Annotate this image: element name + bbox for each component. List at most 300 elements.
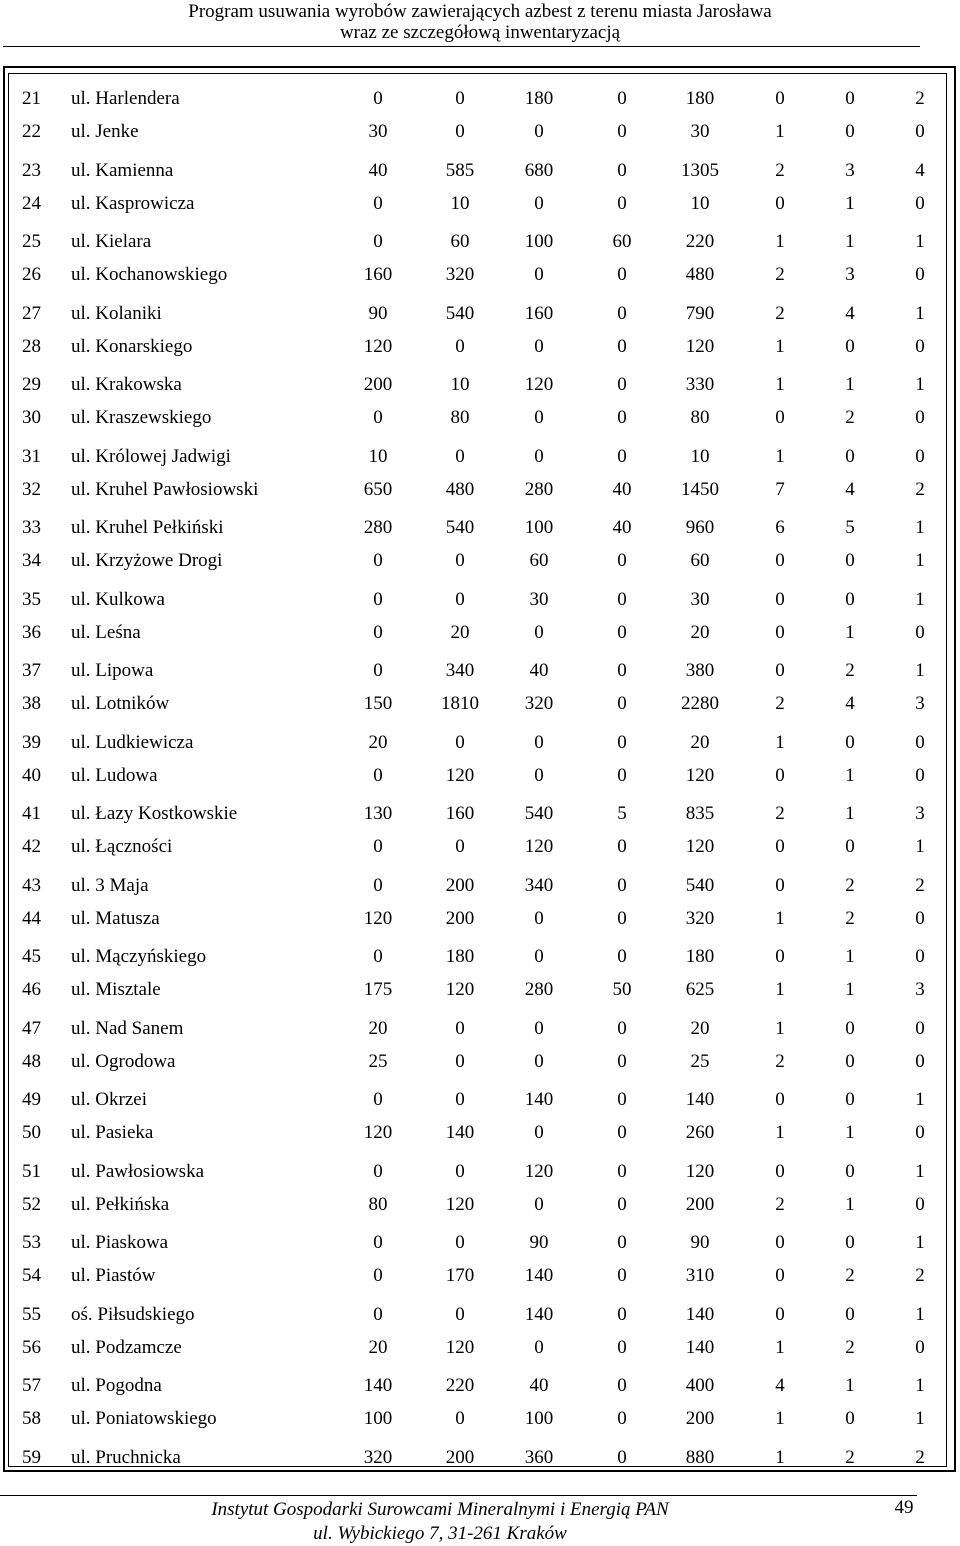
value-cell-2: 10 <box>450 374 470 395</box>
value-cell-5: 180 <box>685 88 715 109</box>
value-cell-4: 0 <box>617 336 627 357</box>
table-row <box>0 263 960 287</box>
street-name: ul. Kielara <box>71 231 152 252</box>
street-name: ul. Krakowska <box>71 374 182 395</box>
value-cell-3: 0 <box>534 446 544 467</box>
street-name: ul. Piaskowa <box>71 1232 169 1253</box>
value-cell-8: 0 <box>915 336 925 357</box>
value-cell-6: 0 <box>775 946 785 967</box>
table-row <box>0 373 960 397</box>
value-cell-4: 0 <box>617 550 627 571</box>
value-cell-8: 0 <box>915 446 925 467</box>
value-cell-7: 0 <box>845 88 855 109</box>
value-cell-7: 0 <box>845 732 855 753</box>
value-cell-7: 0 <box>845 446 855 467</box>
value-cell-4: 0 <box>617 1122 627 1143</box>
value-cell-3: 0 <box>534 765 544 786</box>
row-number: 59 <box>22 1447 41 1468</box>
row-number: 22 <box>22 121 41 142</box>
value-cell-5: 20 <box>690 622 710 643</box>
table-row <box>0 1446 960 1470</box>
table-row <box>0 1264 960 1288</box>
value-cell-6: 0 <box>775 660 785 681</box>
value-cell-6: 2 <box>775 264 785 285</box>
value-cell-7: 2 <box>845 1447 855 1468</box>
value-cell-3: 0 <box>534 264 544 285</box>
value-cell-6: 2 <box>775 1194 785 1215</box>
value-cell-8: 1 <box>915 1161 925 1182</box>
value-cell-6: 2 <box>775 160 785 181</box>
value-cell-4: 0 <box>617 589 627 610</box>
value-cell-5: 120 <box>685 836 715 857</box>
value-cell-4: 60 <box>612 231 632 252</box>
value-cell-3: 0 <box>534 1018 544 1039</box>
value-cell-2: 0 <box>455 1408 465 1429</box>
value-cell-8: 0 <box>915 121 925 142</box>
value-cell-3: 0 <box>534 908 544 929</box>
value-cell-8: 1 <box>915 1232 925 1253</box>
value-cell-7: 2 <box>845 660 855 681</box>
value-cell-1: 0 <box>373 875 383 896</box>
value-cell-3: 0 <box>534 1194 544 1215</box>
value-cell-7: 3 <box>845 264 855 285</box>
row-number: 24 <box>22 193 41 214</box>
value-cell-6: 0 <box>775 1161 785 1182</box>
value-cell-3: 60 <box>529 550 549 571</box>
value-cell-3: 360 <box>524 1447 554 1468</box>
row-number: 27 <box>22 303 41 324</box>
value-cell-4: 0 <box>617 1194 627 1215</box>
value-cell-7: 1 <box>845 1194 855 1215</box>
row-number: 35 <box>22 589 41 610</box>
value-cell-7: 0 <box>845 1089 855 1110</box>
value-cell-5: 25 <box>690 1051 710 1072</box>
table-row <box>0 588 960 612</box>
value-cell-2: 0 <box>455 836 465 857</box>
street-name: ul. Kruhel Pełkiński <box>71 517 224 538</box>
value-cell-3: 120 <box>524 1161 554 1182</box>
value-cell-2: 0 <box>455 589 465 610</box>
value-cell-1: 280 <box>363 517 393 538</box>
table-row <box>0 731 960 755</box>
value-cell-2: 120 <box>445 1337 475 1358</box>
value-cell-8: 1 <box>915 660 925 681</box>
value-cell-3: 90 <box>529 1232 549 1253</box>
table-row <box>0 1160 960 1184</box>
value-cell-4: 0 <box>617 908 627 929</box>
value-cell-6: 1 <box>775 1447 785 1468</box>
footer-address: ul. Wybickiego 7, 31-261 Kraków <box>313 1523 567 1544</box>
row-number: 58 <box>22 1408 41 1429</box>
street-name: ul. Mączyńskiego <box>71 946 207 967</box>
value-cell-4: 0 <box>617 622 627 643</box>
value-cell-6: 1 <box>775 1122 785 1143</box>
value-cell-8: 2 <box>915 1265 925 1286</box>
street-name: ul. Kochanowskiego <box>71 264 228 285</box>
value-cell-1: 0 <box>373 88 383 109</box>
value-cell-4: 0 <box>617 1408 627 1429</box>
value-cell-2: 0 <box>455 732 465 753</box>
street-name: ul. Konarskiego <box>71 336 193 357</box>
value-cell-3: 0 <box>534 1051 544 1072</box>
street-name: ul. Pruchnicka <box>71 1447 181 1468</box>
value-cell-7: 0 <box>845 121 855 142</box>
street-name: ul. Podzamcze <box>71 1337 182 1358</box>
value-cell-5: 200 <box>685 1408 715 1429</box>
value-cell-8: 3 <box>915 803 925 824</box>
value-cell-2: 10 <box>450 193 470 214</box>
table-row <box>0 835 960 859</box>
value-cell-4: 0 <box>617 374 627 395</box>
value-cell-1: 120 <box>363 336 393 357</box>
value-cell-2: 120 <box>445 765 475 786</box>
value-cell-5: 120 <box>685 765 715 786</box>
value-cell-4: 0 <box>617 1447 627 1468</box>
value-cell-1: 90 <box>368 303 388 324</box>
value-cell-6: 2 <box>775 693 785 714</box>
value-cell-4: 0 <box>617 264 627 285</box>
street-name: ul. Krzyżowe Drogi <box>71 550 223 571</box>
value-cell-3: 140 <box>524 1304 554 1325</box>
value-cell-4: 0 <box>617 160 627 181</box>
value-cell-7: 5 <box>845 517 855 538</box>
table-row <box>0 1407 960 1431</box>
value-cell-3: 40 <box>529 1375 549 1396</box>
value-cell-1: 0 <box>373 1232 383 1253</box>
value-cell-6: 1 <box>775 336 785 357</box>
value-cell-5: 60 <box>690 550 710 571</box>
row-number: 38 <box>22 693 41 714</box>
footer-divider <box>0 1495 917 1496</box>
value-cell-3: 0 <box>534 1122 544 1143</box>
row-number: 50 <box>22 1122 41 1143</box>
value-cell-4: 0 <box>617 1265 627 1286</box>
value-cell-6: 0 <box>775 765 785 786</box>
value-cell-7: 0 <box>845 550 855 571</box>
value-cell-5: 200 <box>685 1194 715 1215</box>
value-cell-4: 0 <box>617 836 627 857</box>
value-cell-2: 1810 <box>441 693 479 714</box>
value-cell-6: 0 <box>775 550 785 571</box>
value-cell-8: 2 <box>915 88 925 109</box>
street-name: ul. Kraszewskiego <box>71 407 212 428</box>
value-cell-7: 1 <box>845 765 855 786</box>
row-number: 45 <box>22 946 41 967</box>
row-number: 29 <box>22 374 41 395</box>
value-cell-6: 2 <box>775 303 785 324</box>
value-cell-2: 540 <box>445 303 475 324</box>
value-cell-7: 2 <box>845 407 855 428</box>
value-cell-1: 0 <box>373 1161 383 1182</box>
row-number: 48 <box>22 1051 41 1072</box>
value-cell-2: 585 <box>445 160 475 181</box>
value-cell-4: 0 <box>617 88 627 109</box>
row-number: 37 <box>22 660 41 681</box>
value-cell-3: 100 <box>524 1408 554 1429</box>
value-cell-5: 140 <box>685 1337 715 1358</box>
value-cell-6: 1 <box>775 908 785 929</box>
value-cell-7: 4 <box>845 303 855 324</box>
value-cell-4: 0 <box>617 1232 627 1253</box>
value-cell-6: 2 <box>775 1051 785 1072</box>
street-name: ul. Nad Sanem <box>71 1018 184 1039</box>
value-cell-1: 0 <box>373 765 383 786</box>
row-number: 31 <box>22 446 41 467</box>
street-name: ul. Jenke <box>71 121 139 142</box>
value-cell-4: 0 <box>617 1337 627 1358</box>
street-name: ul. Pogodna <box>71 1375 162 1396</box>
row-number: 52 <box>22 1194 41 1215</box>
value-cell-2: 80 <box>450 407 470 428</box>
value-cell-7: 1 <box>845 803 855 824</box>
value-cell-1: 0 <box>373 1265 383 1286</box>
row-number: 26 <box>22 264 41 285</box>
street-name: ul. Pawłosiowska <box>71 1161 204 1182</box>
street-name: ul. Lotników <box>71 693 170 714</box>
value-cell-1: 20 <box>368 1337 388 1358</box>
street-name: ul. Piastów <box>71 1265 156 1286</box>
value-cell-3: 0 <box>534 622 544 643</box>
value-cell-7: 1 <box>845 374 855 395</box>
value-cell-2: 340 <box>445 660 475 681</box>
value-cell-4: 0 <box>617 1018 627 1039</box>
value-cell-1: 0 <box>373 1089 383 1110</box>
value-cell-4: 0 <box>617 765 627 786</box>
row-number: 30 <box>22 407 41 428</box>
value-cell-1: 0 <box>373 193 383 214</box>
value-cell-5: 10 <box>690 446 710 467</box>
value-cell-7: 0 <box>845 1408 855 1429</box>
table-row <box>0 764 960 788</box>
street-name: ul. 3 Maja <box>71 875 149 896</box>
table-row <box>0 478 960 502</box>
value-cell-1: 30 <box>368 121 388 142</box>
value-cell-1: 0 <box>373 660 383 681</box>
value-cell-6: 6 <box>775 517 785 538</box>
value-cell-8: 3 <box>915 693 925 714</box>
value-cell-6: 1 <box>775 1408 785 1429</box>
value-cell-8: 1 <box>915 1304 925 1325</box>
value-cell-5: 1305 <box>681 160 719 181</box>
value-cell-2: 0 <box>455 1232 465 1253</box>
value-cell-4: 0 <box>617 946 627 967</box>
value-cell-6: 0 <box>775 193 785 214</box>
value-cell-1: 0 <box>373 622 383 643</box>
value-cell-8: 1 <box>915 303 925 324</box>
value-cell-5: 140 <box>685 1089 715 1110</box>
value-cell-2: 160 <box>445 803 475 824</box>
table-row <box>0 874 960 898</box>
table-row <box>0 1193 960 1217</box>
value-cell-6: 0 <box>775 88 785 109</box>
value-cell-5: 400 <box>685 1375 715 1396</box>
value-cell-6: 1 <box>775 231 785 252</box>
value-cell-6: 0 <box>775 589 785 610</box>
table-row <box>0 87 960 111</box>
value-cell-5: 480 <box>685 264 715 285</box>
table-row <box>0 1336 960 1360</box>
value-cell-8: 1 <box>915 550 925 571</box>
value-cell-3: 180 <box>524 88 554 109</box>
value-cell-5: 140 <box>685 1304 715 1325</box>
table-row <box>0 802 960 826</box>
value-cell-2: 540 <box>445 517 475 538</box>
row-number: 54 <box>22 1265 41 1286</box>
row-number: 41 <box>22 803 41 824</box>
value-cell-1: 140 <box>363 1375 393 1396</box>
value-cell-1: 0 <box>373 1304 383 1325</box>
table-row <box>0 516 960 540</box>
value-cell-2: 220 <box>445 1375 475 1396</box>
value-cell-7: 0 <box>845 1051 855 1072</box>
value-cell-2: 180 <box>445 946 475 967</box>
table-row <box>0 907 960 931</box>
value-cell-3: 30 <box>529 589 549 610</box>
value-cell-1: 120 <box>363 1122 393 1143</box>
value-cell-3: 0 <box>534 407 544 428</box>
value-cell-2: 0 <box>455 336 465 357</box>
value-cell-7: 0 <box>845 1161 855 1182</box>
value-cell-4: 0 <box>617 446 627 467</box>
value-cell-8: 0 <box>915 1018 925 1039</box>
value-cell-8: 1 <box>915 589 925 610</box>
street-name: ul. Okrzei <box>71 1089 147 1110</box>
value-cell-1: 20 <box>368 732 388 753</box>
value-cell-1: 100 <box>363 1408 393 1429</box>
value-cell-4: 0 <box>617 693 627 714</box>
value-cell-2: 320 <box>445 264 475 285</box>
value-cell-8: 0 <box>915 1051 925 1072</box>
row-number: 28 <box>22 336 41 357</box>
value-cell-5: 2280 <box>681 693 719 714</box>
value-cell-6: 1 <box>775 121 785 142</box>
value-cell-3: 140 <box>524 1265 554 1286</box>
value-cell-2: 200 <box>445 908 475 929</box>
value-cell-5: 540 <box>685 875 715 896</box>
street-name: ul. Lipowa <box>71 660 154 681</box>
row-number: 47 <box>22 1018 41 1039</box>
value-cell-2: 170 <box>445 1265 475 1286</box>
value-cell-8: 0 <box>915 765 925 786</box>
street-name: ul. Kasprowicza <box>71 193 195 214</box>
value-cell-2: 60 <box>450 231 470 252</box>
table-row <box>0 159 960 183</box>
street-name: ul. Kruhel Pawłosiowski <box>71 479 259 500</box>
value-cell-1: 20 <box>368 1018 388 1039</box>
value-cell-3: 0 <box>534 193 544 214</box>
value-cell-1: 0 <box>373 231 383 252</box>
value-cell-8: 2 <box>915 1447 925 1468</box>
value-cell-5: 320 <box>685 908 715 929</box>
row-number: 34 <box>22 550 41 571</box>
street-name: ul. Poniatowskiego <box>71 1408 217 1429</box>
value-cell-5: 1450 <box>681 479 719 500</box>
value-cell-8: 1 <box>915 517 925 538</box>
value-cell-7: 2 <box>845 1265 855 1286</box>
header-title: Program usuwania wyrobów zawierających azbest z terenu miasta Jarosława <box>188 1 772 22</box>
value-cell-3: 120 <box>524 836 554 857</box>
street-name: ul. Kolaniki <box>71 303 162 324</box>
value-cell-1: 320 <box>363 1447 393 1468</box>
street-name: oś. Piłsudskiego <box>71 1304 195 1325</box>
table-row <box>0 1088 960 1112</box>
row-number: 25 <box>22 231 41 252</box>
table-row <box>0 1017 960 1041</box>
value-cell-7: 0 <box>845 1018 855 1039</box>
value-cell-1: 0 <box>373 946 383 967</box>
row-number: 53 <box>22 1232 41 1253</box>
value-cell-8: 4 <box>915 160 925 181</box>
value-cell-1: 0 <box>373 407 383 428</box>
value-cell-7: 1 <box>845 946 855 967</box>
table-row <box>0 406 960 430</box>
value-cell-4: 0 <box>617 193 627 214</box>
row-number: 46 <box>22 979 41 1000</box>
value-cell-7: 1 <box>845 622 855 643</box>
street-name: ul. Łazy Kostkowskie <box>71 803 238 824</box>
value-cell-3: 120 <box>524 374 554 395</box>
page-number: 49 <box>894 1497 914 1518</box>
table-row <box>0 549 960 573</box>
value-cell-1: 25 <box>368 1051 388 1072</box>
value-cell-4: 50 <box>612 979 632 1000</box>
value-cell-4: 0 <box>617 303 627 324</box>
value-cell-2: 120 <box>445 979 475 1000</box>
street-name: ul. Misztale <box>71 979 161 1000</box>
table-row <box>0 978 960 1002</box>
value-cell-2: 200 <box>445 875 475 896</box>
value-cell-1: 80 <box>368 1194 388 1215</box>
value-cell-6: 7 <box>775 479 785 500</box>
value-cell-6: 4 <box>775 1375 785 1396</box>
value-cell-3: 140 <box>524 1089 554 1110</box>
value-cell-5: 330 <box>685 374 715 395</box>
table-row <box>0 302 960 326</box>
value-cell-8: 0 <box>915 264 925 285</box>
value-cell-2: 0 <box>455 1089 465 1110</box>
value-cell-5: 120 <box>685 336 715 357</box>
value-cell-2: 0 <box>455 550 465 571</box>
value-cell-3: 0 <box>534 946 544 967</box>
value-cell-6: 0 <box>775 1232 785 1253</box>
value-cell-2: 200 <box>445 1447 475 1468</box>
row-number: 21 <box>22 88 41 109</box>
value-cell-6: 0 <box>775 622 785 643</box>
value-cell-5: 80 <box>690 407 710 428</box>
table-row <box>0 120 960 144</box>
value-cell-8: 1 <box>915 1375 925 1396</box>
value-cell-6: 0 <box>775 1304 785 1325</box>
street-name: ul. Leśna <box>71 622 141 643</box>
value-cell-8: 1 <box>915 1089 925 1110</box>
row-number: 51 <box>22 1161 41 1182</box>
table-row <box>0 1050 960 1074</box>
value-cell-1: 10 <box>368 446 388 467</box>
value-cell-6: 1 <box>775 374 785 395</box>
value-cell-6: 0 <box>775 407 785 428</box>
value-cell-8: 0 <box>915 946 925 967</box>
value-cell-6: 0 <box>775 1089 785 1110</box>
street-name: ul. Ogrodowa <box>71 1051 176 1072</box>
value-cell-8: 1 <box>915 836 925 857</box>
row-number: 33 <box>22 517 41 538</box>
value-cell-1: 0 <box>373 589 383 610</box>
row-number: 36 <box>22 622 41 643</box>
table-row <box>0 1231 960 1255</box>
value-cell-8: 0 <box>915 732 925 753</box>
value-cell-4: 0 <box>617 660 627 681</box>
value-cell-5: 30 <box>690 121 710 142</box>
